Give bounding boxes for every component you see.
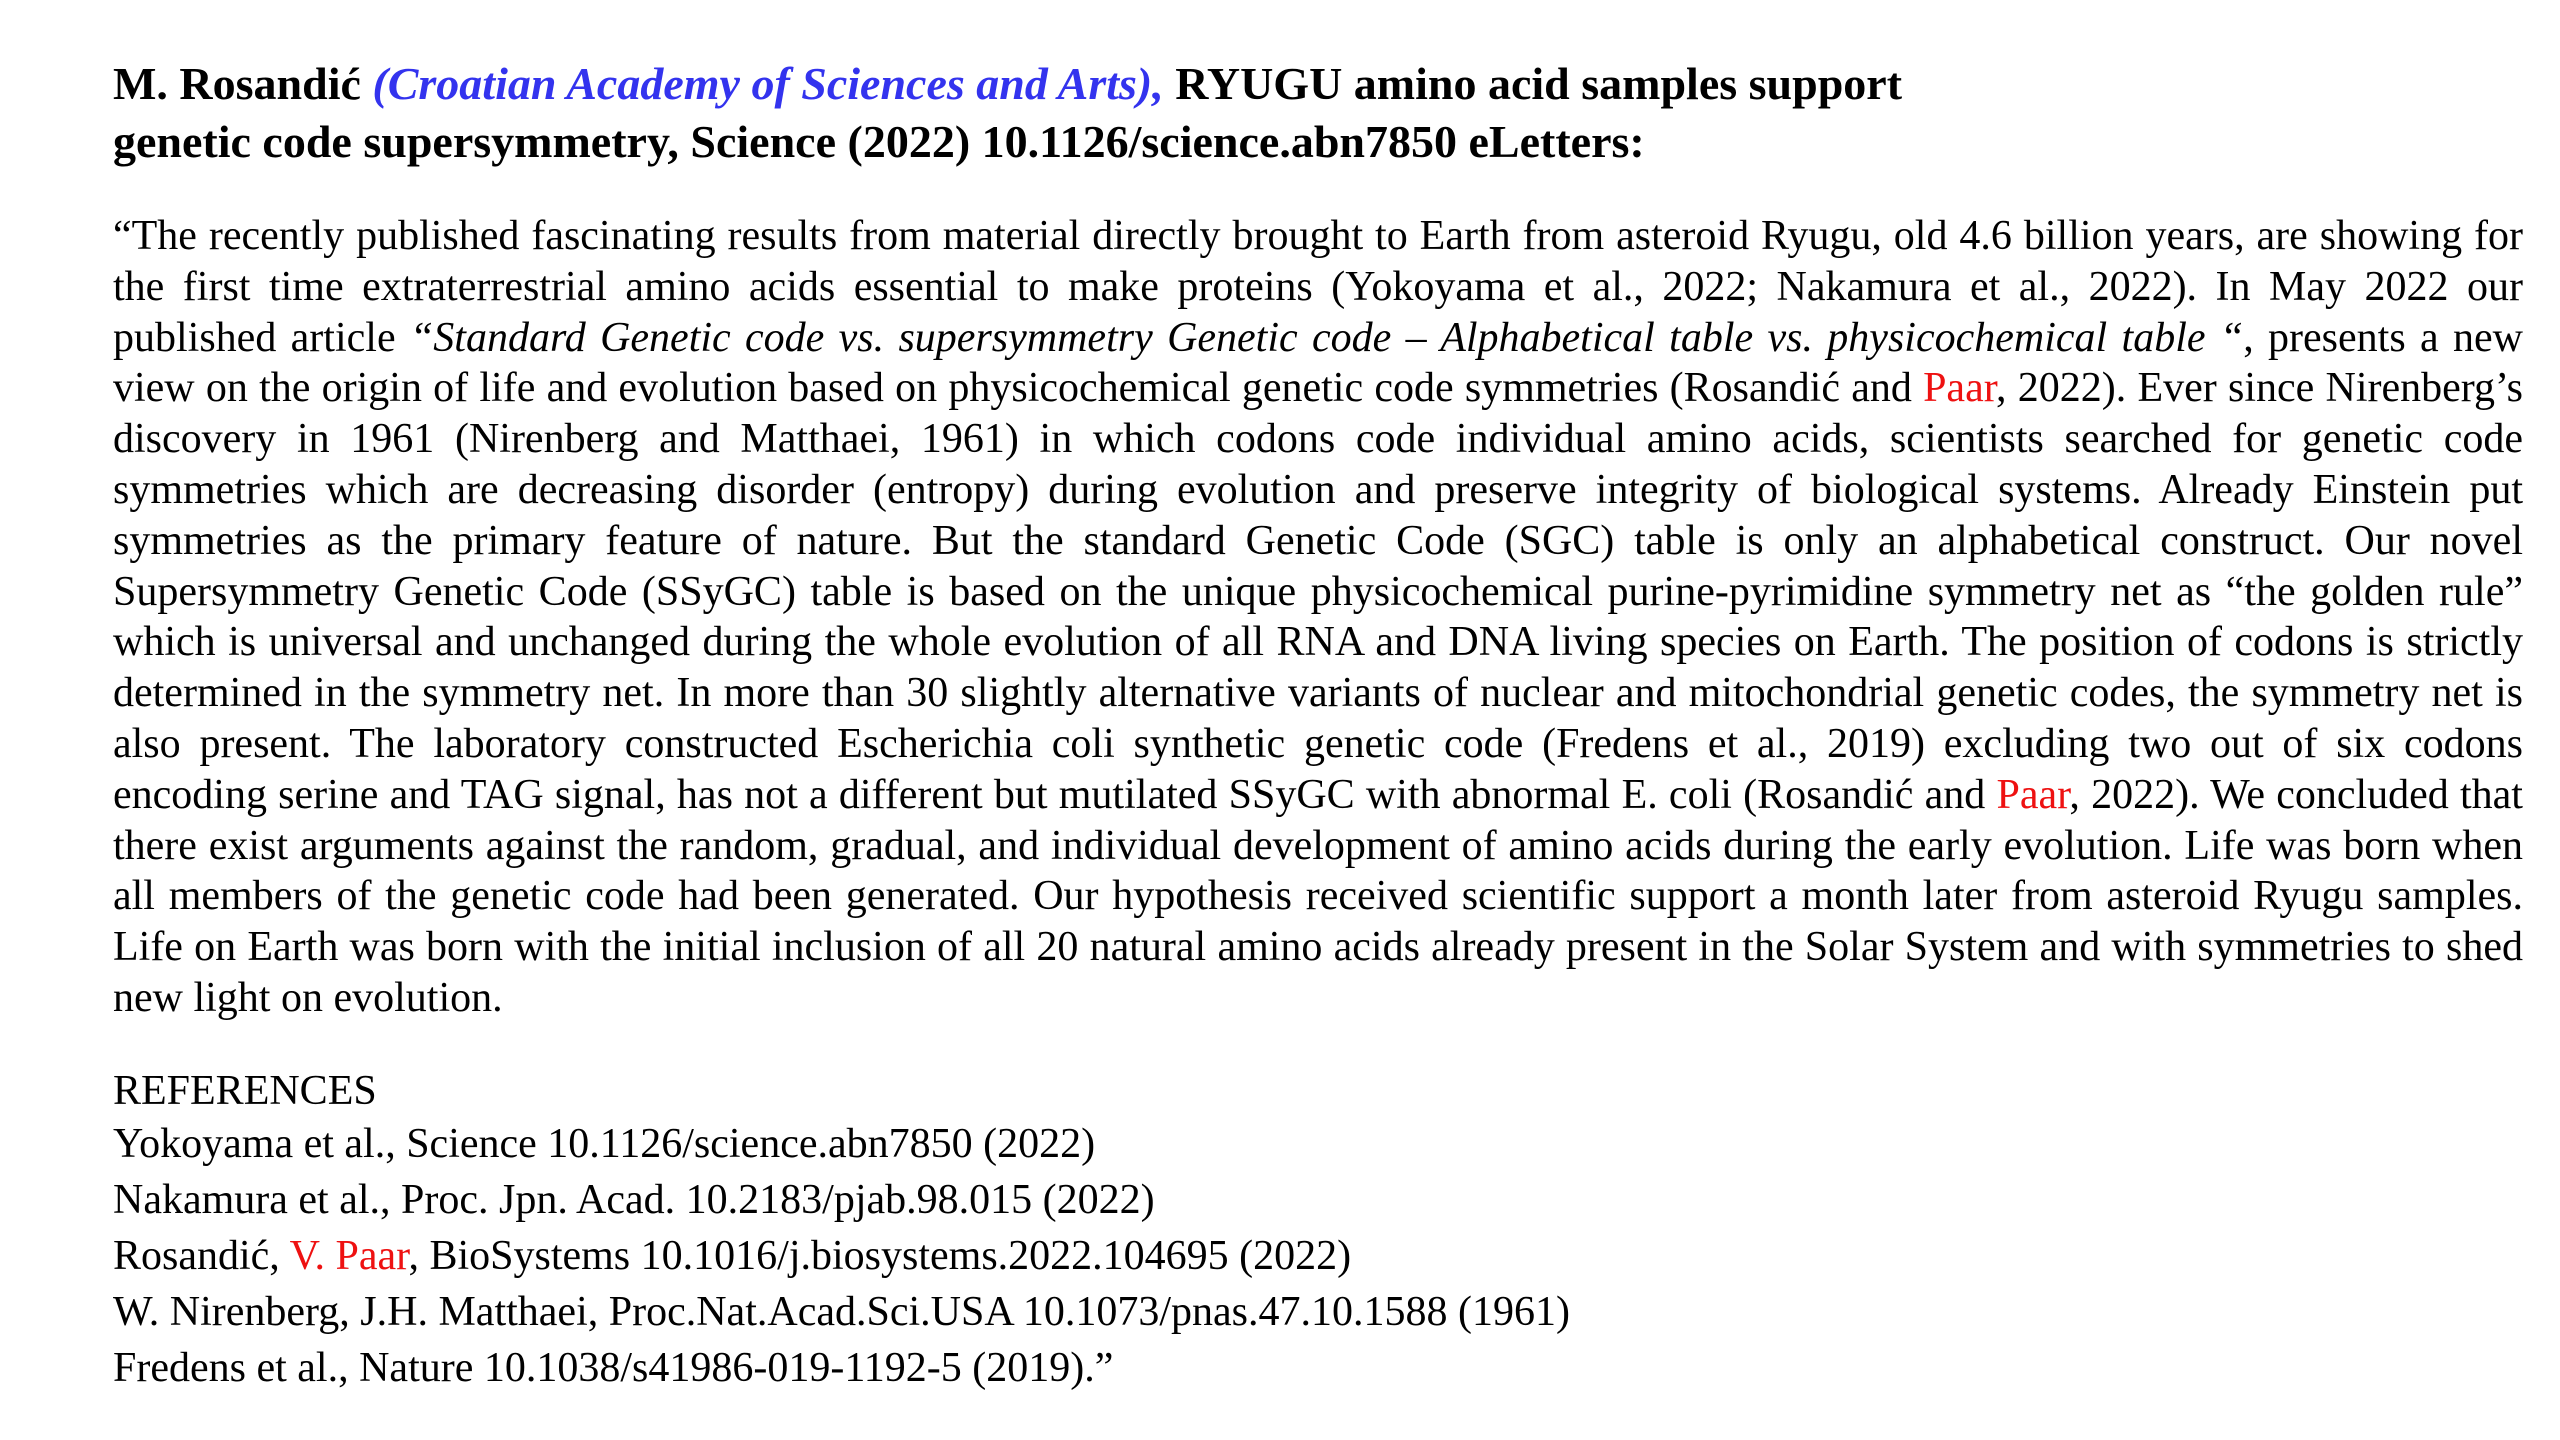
reference-author-rosandic: Rosandić, xyxy=(113,1232,290,1279)
highlighted-name-paar: Paar xyxy=(1923,365,1997,412)
document-title xyxy=(113,55,2523,171)
letter-text-part-3: , 2022). Ever since Nirenberg’s discovery in 1961 (Nirenberg and Matthaei, 1961) in which codons code individual amino acids, scientists searched for genetic code symmetries which are decreasing disorder (entropy) during evolution and preserve integrity of biological systems. Already Einstein put symmetries as the primary feature of nature. But the standard Genetic Code (SGC) table is only an alphabetical construct. Our novel Supersymmetry Genetic Code (SSyGC) table is based on the unique physicochemical purine-pyrimidine symmetry net as “the golden rule” which is universal and unchanged during the whole evolution of all RNA and DNA living species on Earth. The position of codons is strictly determined in the symmetry net. In more than 30 slightly alternative variants of nuclear and mitochondrial genetic codes, the symmetry net is also present. The laboratory constructed Escherichia coli synthetic genetic code (Fredens et al., 2019) excluding two out of six codons encoding serine and TAG signal, has not a different but mutilated SSyGC with abnormal E. coli (Rosandić and xyxy=(113,365,2524,818)
highlighted-name-paar: Paar xyxy=(1996,771,2070,818)
letter-text-part-1: “The recently published fascinating results from material directly brought to Earth from asteroid Ryugu, old 4.6 billion years, are showing for the first time extraterrestrial amino acids essential to make proteins (Yokoyama et al., 2022; Nakamura et al., 2022). In May 2022 our published article xyxy=(113,213,2523,361)
reference-item: Nakamura et al., Proc. Jpn. Acad. 10.2183/pjab.98.015 (2022) xyxy=(113,1176,1155,1223)
reference-item xyxy=(113,1228,2523,1284)
references-heading: REFERENCES xyxy=(113,1067,377,1114)
letter-text-part-4: , 2022). We concluded that there exist arguments against the random, gradual, and individual development of amino acids during the early evolution. Life was born when all members of the genetic code had been generated. Our hypothesis received scientific support a month later from asteroid Ryugu samples. Life on Earth was born with the initial inclusion of all 20 natural amino acids already present in the Solar System and with symmetries to shed new light on evolution. xyxy=(113,771,2523,1021)
title-line-1: RYUGU amino acid samples support xyxy=(1175,58,1903,109)
reference-journal: , BioSystems 10.1016/j.biosystems.2022.104695 (2022) xyxy=(408,1232,1352,1279)
reference-item: Fredens et al., Nature 10.1038/s41986-019-1192-5 (2019).” xyxy=(113,1344,1114,1391)
reference-item: W. Nirenberg, J.H. Matthaei, Proc.Nat.Acad.Sci.USA 10.1073/pnas.47.10.1588 (1961) xyxy=(113,1288,1570,1335)
letter-body xyxy=(113,211,2523,1024)
references-section xyxy=(113,1066,2523,1396)
highlighted-name-v-paar: V. Paar xyxy=(289,1232,409,1279)
author-affiliation: (Croatian Academy of Sciences and Arts), xyxy=(372,58,1164,109)
reference-item: Yokoyama et al., Science 10.1126/science.abn7850 (2022) xyxy=(113,1120,1096,1167)
title-line-2: genetic code supersymmetry, Science (2022) 10.1126/science.abn7850 eLetters: xyxy=(113,116,1645,167)
cited-article-title: “Standard Genetic code vs. supersymmetry Genetic code – Alphabetical table vs. physicochemical table “ xyxy=(409,314,2244,361)
author-name: M. Rosandić xyxy=(113,58,361,109)
letter-text-part-2: , presents a new view on the origin of life and evolution based on physicochemical genetic code symmetries (Rosandić and xyxy=(113,314,2523,412)
document-page xyxy=(113,55,2523,1396)
